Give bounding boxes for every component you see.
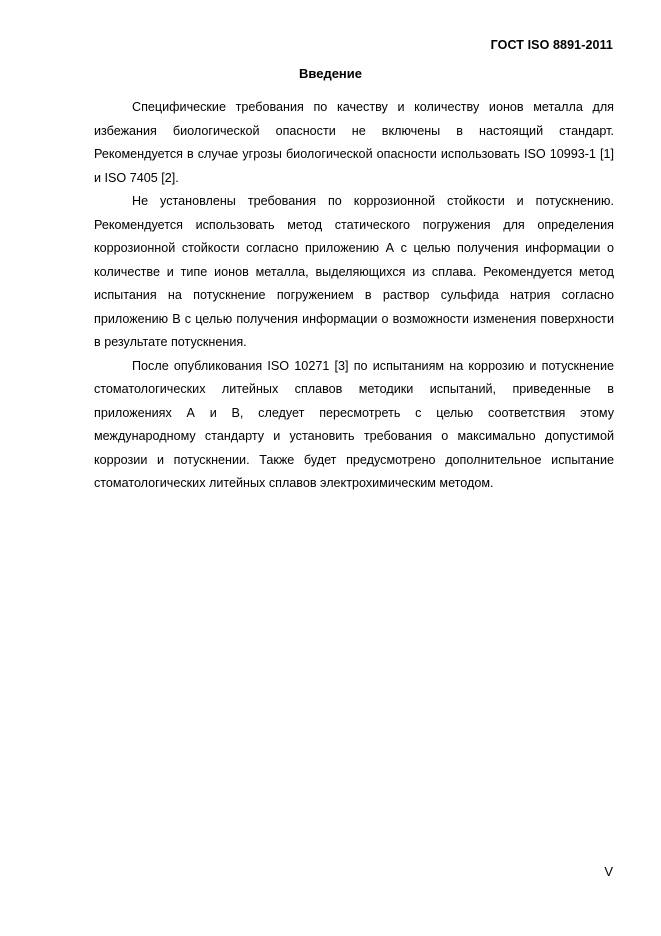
paragraph-1: Специфические требования по качеству и количеству ионов металла для избежания биологической опасности не включены в настоящий стандарт. Рекомендуется в случае угрозы биологической опасности использовать ISO 10993-1 [1] и ISO 7405 [2]. (94, 100, 614, 185)
section-title: Введение (299, 66, 362, 81)
paragraph-3: После опубликования ISO 10271 [3] по испытаниям на коррозию и потускнение стоматологических литейных сплавов методики испытаний, приведенные в приложениях А и В, следует пересмотреть с целью соответствия этому международному стандарту и установить требования о максимально допустимой коррозии и потускнении. Также будет предусмотрено дополнительное испытание стоматологических литейных сплавов электрохимическим методом. (94, 358, 614, 490)
body-text (94, 96, 614, 496)
document-header: ГОСТ ISO 8891-2011 (490, 38, 613, 52)
page-number: V (604, 864, 613, 879)
paragraph-2: Не установлены требования по коррозионной стойкости и потускнению. Рекомендуется использовать метод статического погружения для определения коррозионной стойкости согласно приложению А с целью получения информации о количестве и типе ионов металла, выделяющихся из сплава. Рекомендуется метод испытания на потускнение погружением в раствор сульфида натрия согласно приложению В с целью получения информации о возможности изменения поверхности в результате потускнения. (94, 194, 614, 349)
